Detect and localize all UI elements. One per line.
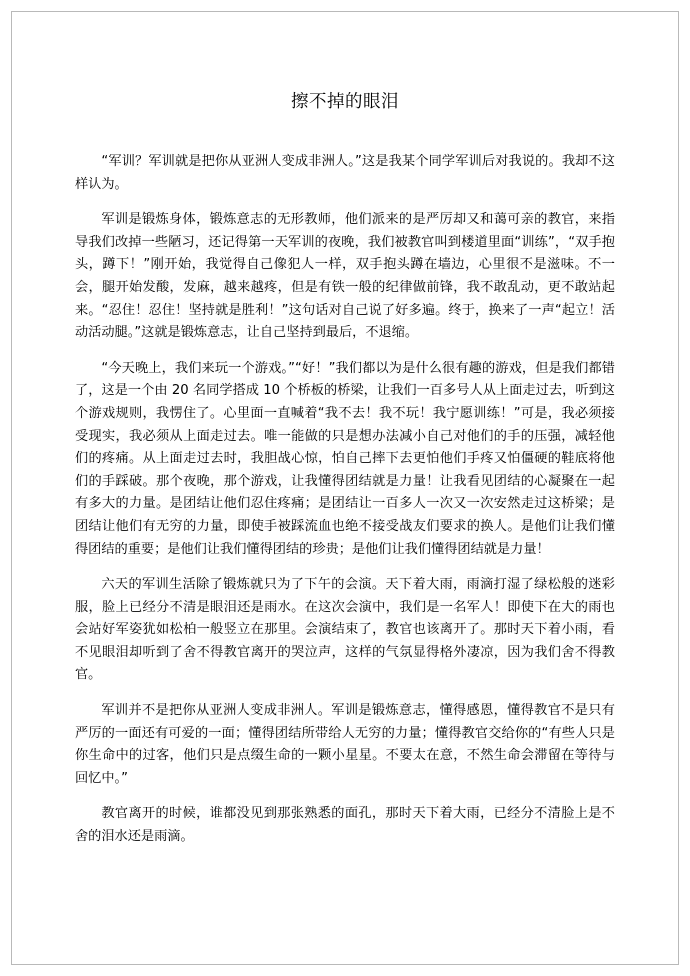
document-content — [75, 88, 615, 849]
paragraph: 教官离开的时候，谁都没见到那张熟悉的面孔，那时天下着大雨，已经分不清脸上是不舍的泪水还是雨滴。 — [75, 806, 615, 845]
paragraph: “军训？军训就是把你从亚洲人变成非洲人。”这是我某个同学军训后对我说的。我却不这样认为。 — [75, 154, 615, 192]
paragraph: 六天的军训生活除了锻炼就只为了下午的会演。天下着大雨，雨滴打湿了绿松般的迷彩服，脸上已经分不清是眼泪还是雨水。在这次会演中，我们是一名军人！即使下在大的雨也会站好军姿犹如松柏一般竖立在那里。会演结束了，教官也该离开了。那时天下着小雨，看不见眼泪却听到了舍不得教官离开的哭泣声，这样的气氛显得格外凄凉，因为我们舍不得教官。 — [75, 577, 615, 683]
paragraph: 军训并不是把你从亚洲人变成非洲人。军训是锻炼意志，懂得感恩，懂得教官不是只有严厉的一面还有可爱的一面；懂得团结所带给人无穷的力量；懂得教官交给你的“有些人只是你生命中的过客，他们只是点缀生命的一颗小星星。不要太在意，不然生命会滞留在等待与回忆中。” — [75, 703, 615, 786]
paragraph: 军训是锻炼身体，锻炼意志的无形教师，他们派来的是严厉却又和蔼可亲的教官，来指导我们改掉一些陋习，还记得第一天军训的夜晚，我们被教官叫到楼道里面“训练”，“双手抱头，蹲下！”刚开始，我觉得自己像犯人一样，双手抱头蹲在墙边，心里很不是滋味。不一会，腿开始发酸，发麻，越来越疼，但是有铁一般的纪律做前锋，我不敢乱动，更不敢站起来。“忍住！忍住！坚持就是胜利！”这句话对自己说了好多遍。终于，换来了一声“起立！活动活动腿。”这就是锻炼意志，让自己坚持到最后，不退缩。 — [75, 212, 615, 341]
page-title: 擦不掉的眼泪 — [291, 92, 399, 112]
paragraph: “今天晚上，我们来玩一个游戏。”“好！”我们都以为是什么很有趣的游戏，但是我们都错了，这是一个由 20 名同学搭成 10 个桥板的桥梁，让我们一百多号人从上面走过去，听到这个游戏规则，我愣住了。心里面一直喊着“我不去！我不玩！我宁愿训练！”可是，我必须接受现实，我必须从上面走过去。唯一能做的只是想办法减小自己对他们的手的压强，减轻他们的疼痛。从上面走过去时，我胆战心惊，怕自己摔下去更怕他们手疼又怕僵硬的鞋底将他们的手踩破。那个夜晚，那个游戏，让我懂得团结就是力量！让我看见团结的心凝聚在一起有多大的力量。是团结让他们忍住疼痛；是团结让一百多人一次又一次安然走过这桥梁；是团结让他们有无穷的力量，即使手被踩流血也绝不接受战友们要求的换人。是他们让我们懂得团结的重要；是他们让我们懂得团结的珍贵；是他们让我们懂得团结就是力量！ — [75, 360, 615, 557]
